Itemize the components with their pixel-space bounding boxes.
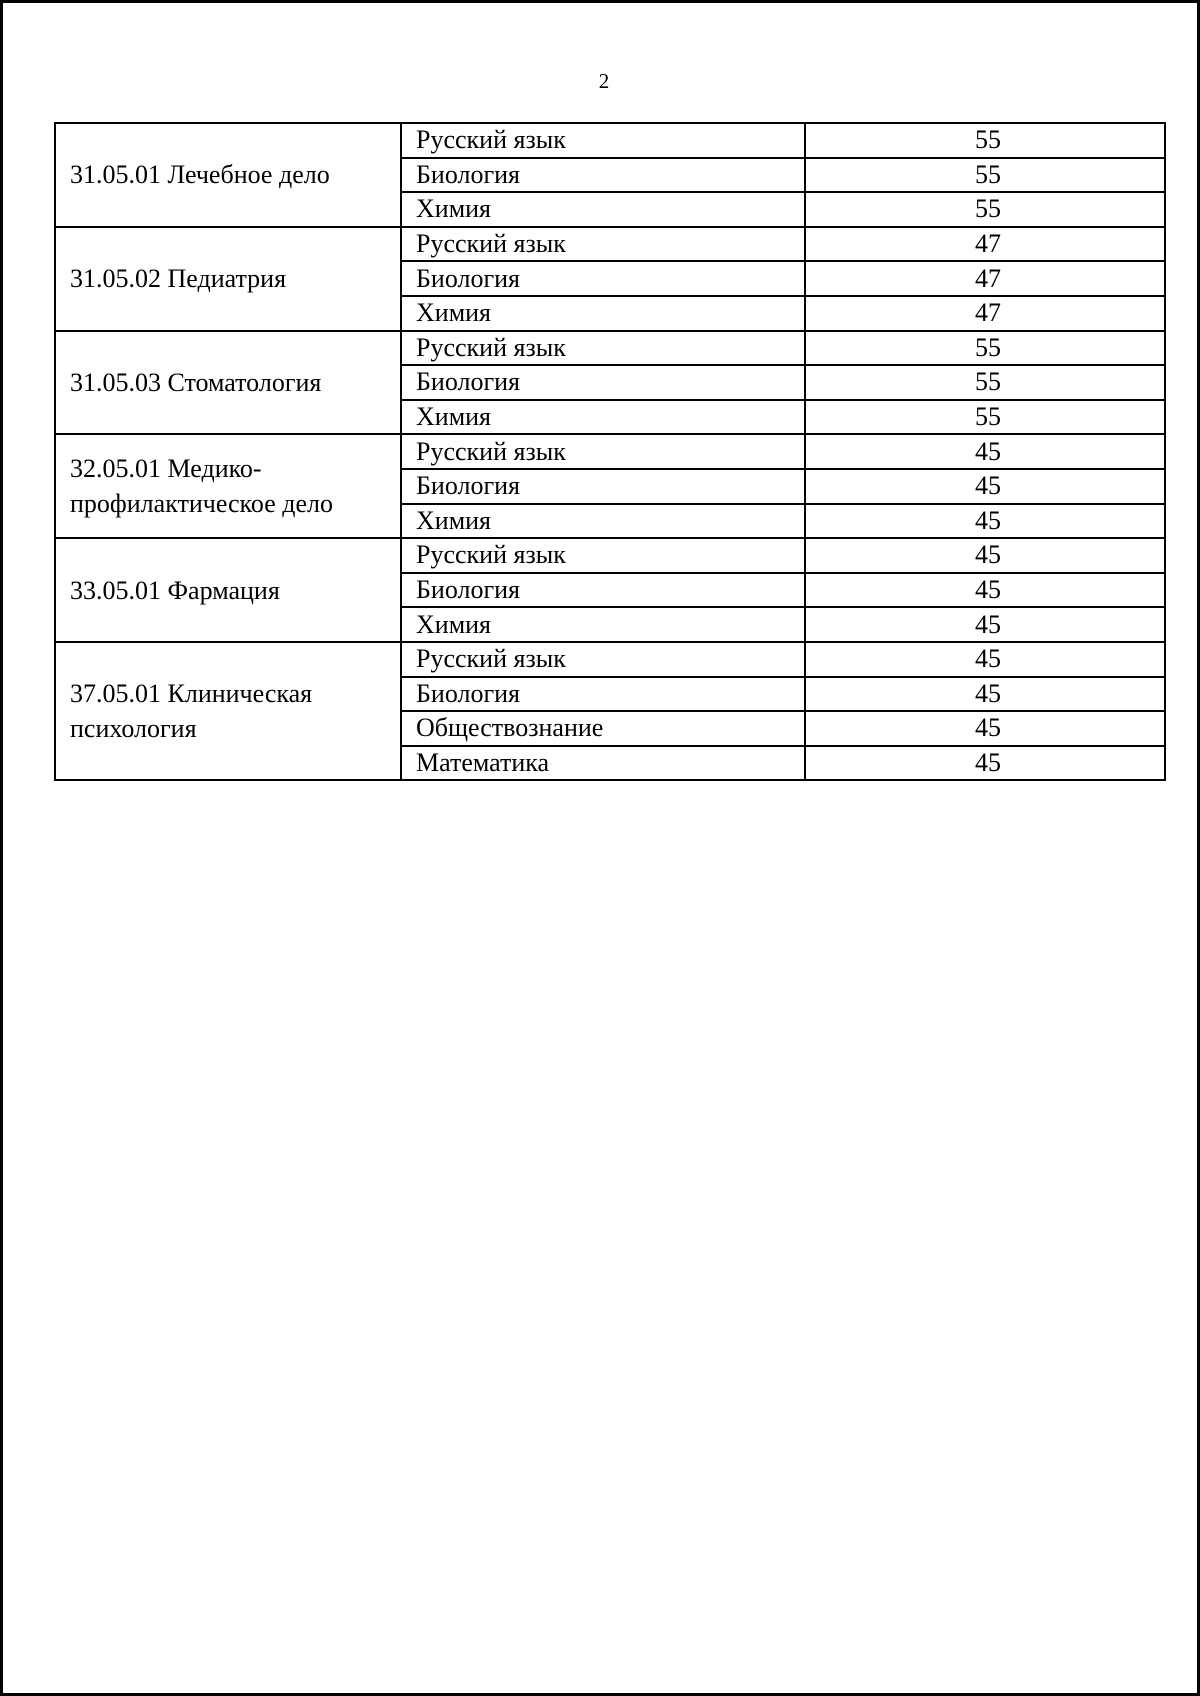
subject-cell: Биология: [401, 261, 805, 296]
score-cell: 55: [805, 331, 1165, 366]
table-row: [55, 434, 1165, 469]
subject-cell: Биология: [401, 365, 805, 400]
score-cell: 45: [805, 504, 1165, 539]
subject-cell: Обществознание: [401, 711, 805, 746]
score-cell: 45: [805, 538, 1165, 573]
subject-cell: Русский язык: [401, 331, 805, 366]
score-cell: 45: [805, 573, 1165, 608]
program-name: 31.05.02 Педиатрия: [55, 227, 401, 331]
subject-cell: Русский язык: [401, 538, 805, 573]
subject-cell: Химия: [401, 192, 805, 227]
subject-cell: Русский язык: [401, 227, 805, 262]
subject-cell: Биология: [401, 573, 805, 608]
score-cell: 45: [805, 677, 1165, 712]
score-cell: 47: [805, 227, 1165, 262]
score-cell: 55: [805, 158, 1165, 193]
subject-cell: Химия: [401, 504, 805, 539]
score-cell: 45: [805, 746, 1165, 781]
score-cell: 45: [805, 642, 1165, 677]
subject-cell: Биология: [401, 469, 805, 504]
table-row: [55, 538, 1165, 573]
program-name: 33.05.01 Фармация: [55, 538, 401, 642]
subject-cell: Русский язык: [401, 642, 805, 677]
score-cell: 47: [805, 296, 1165, 331]
table-row: [55, 642, 1165, 677]
score-cell: 55: [805, 123, 1165, 158]
program-name: 32.05.01 Медико-профилактическое дело: [55, 434, 401, 538]
subject-cell: Химия: [401, 400, 805, 435]
score-cell: 45: [805, 434, 1165, 469]
subject-cell: Химия: [401, 607, 805, 642]
subject-cell: Биология: [401, 677, 805, 712]
score-cell: 55: [805, 365, 1165, 400]
score-cell: 45: [805, 711, 1165, 746]
subject-cell: Химия: [401, 296, 805, 331]
subject-cell: Математика: [401, 746, 805, 781]
table-row: [55, 331, 1165, 366]
score-cell: 45: [805, 469, 1165, 504]
subject-cell: Русский язык: [401, 123, 805, 158]
program-name: 31.05.03 Стоматология: [55, 331, 401, 435]
score-cell: 45: [805, 607, 1165, 642]
score-cell: 47: [805, 261, 1165, 296]
table-row: [55, 123, 1165, 158]
score-cell: 55: [805, 192, 1165, 227]
score-cell: 55: [805, 400, 1165, 435]
program-name: 31.05.01 Лечебное дело: [55, 123, 401, 227]
min-scores-table: [54, 122, 1166, 781]
subject-cell: Русский язык: [401, 434, 805, 469]
subject-cell: Биология: [401, 158, 805, 193]
table-row: [55, 227, 1165, 262]
program-name: 37.05.01 Клиническая психология: [55, 642, 401, 780]
page-number: 2: [598, 69, 610, 93]
table-body: [55, 123, 1165, 780]
